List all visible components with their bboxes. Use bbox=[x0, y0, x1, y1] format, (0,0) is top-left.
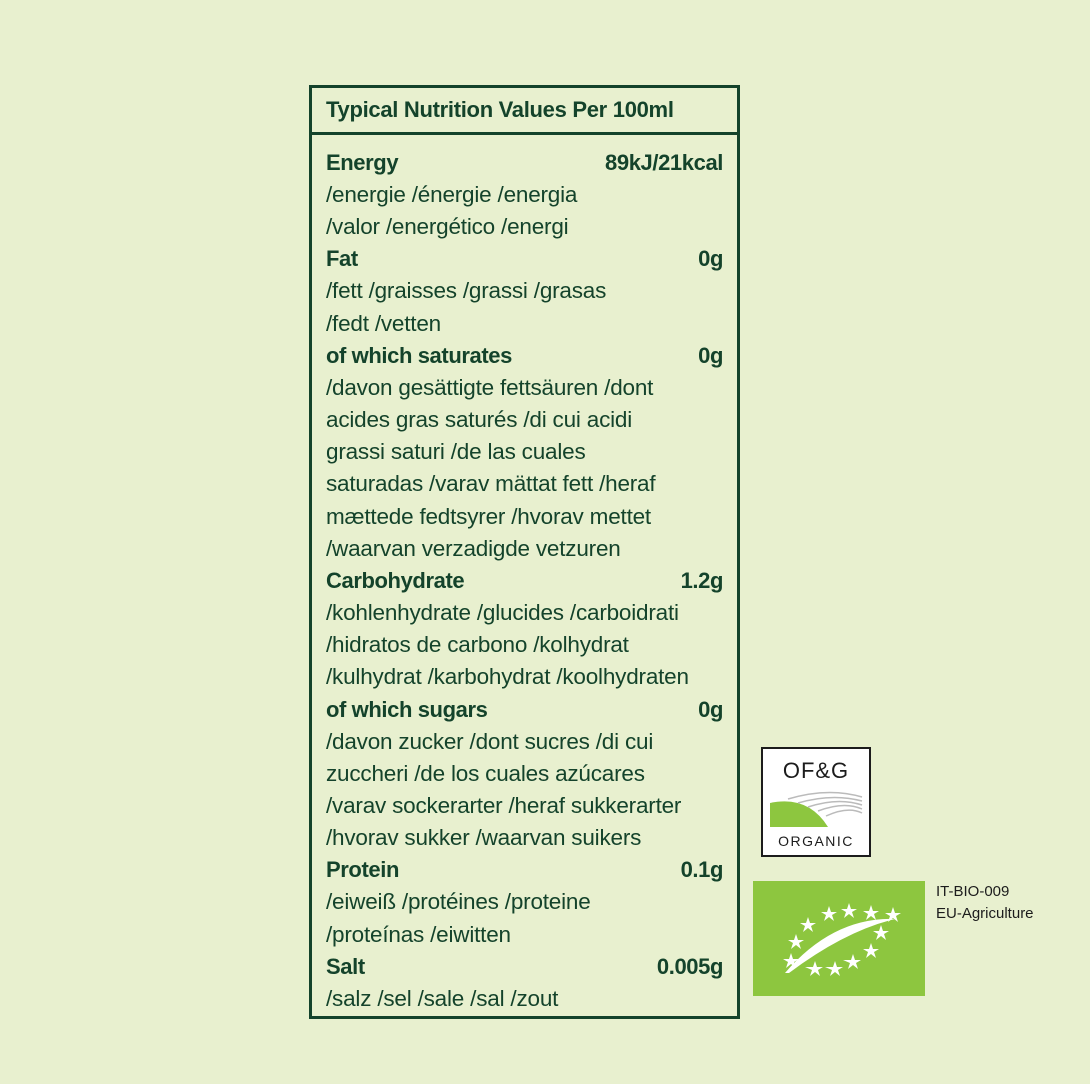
ofg-organic-logo bbox=[761, 747, 871, 857]
eu-leaf-stars-icon bbox=[753, 881, 925, 996]
ofg-field-icon bbox=[768, 789, 864, 829]
nutrient-value: 89kJ/21kcal bbox=[605, 150, 723, 175]
nutrient-translations: /davon gesättigte fettsäuren /dont acides gras saturés /di cui acidi grassi saturi /de las cuales saturadas /varav mättat fett /heraf mættede fedtsyrer /hvorav mettet /waarvan verzadigde vetzuren bbox=[326, 374, 656, 561]
nutrient-translations: /eiweiß /protéines /proteine /proteínas /eiwitten bbox=[326, 889, 591, 947]
nutrient-name: Protein bbox=[326, 857, 399, 883]
nutrient-translations: /salz /sel /sale /sal /zout bbox=[326, 985, 559, 1011]
nutrient-value: 0g bbox=[698, 342, 723, 368]
nutrient-value: 0.1g bbox=[680, 857, 723, 883]
nutrition-row-salt bbox=[326, 951, 723, 1015]
nutrition-row-carbohydrate bbox=[326, 565, 723, 694]
ofg-logo-top-text: OF&G bbox=[782, 758, 850, 783]
nutrient-value: 1.2g bbox=[680, 568, 723, 594]
nutrient-name: of which saturates bbox=[326, 342, 512, 368]
nutrient-value: 0g bbox=[698, 696, 723, 722]
eu-certification-code: IT-BIO-009 EU-Agriculture bbox=[936, 883, 1034, 922]
nutrient-name: Salt bbox=[326, 953, 365, 979]
eu-organic-leaf-logo bbox=[753, 881, 925, 996]
nutrition-row-protein bbox=[326, 854, 723, 950]
nutrition-row-fat bbox=[326, 243, 723, 339]
nutrient-name: of which sugars bbox=[326, 696, 488, 722]
nutrient-value: 0g bbox=[698, 246, 723, 272]
nutrient-translations: /fett /graisses /grassi /grasas /fedt /vetten bbox=[326, 278, 607, 336]
ofg-logo-bottom-text: ORGANIC bbox=[778, 833, 854, 849]
nutrient-translations: /kohlenhydrate /glucides /carboidrati /hidratos de carbono /kolhydrat /kulhydrat /karbohydrat /koolhydraten bbox=[326, 600, 689, 690]
nutrient-name: Energy bbox=[326, 150, 399, 175]
nutrient-name: Fat bbox=[326, 246, 358, 272]
nutrition-row-saturates bbox=[326, 340, 723, 565]
nutrient-translations: /davon zucker /dont sucres /di cui zuccheri /de los cuales azúcares /varav sockerarter /heraf sukkerarter /hvorav sukker /waarvan suikers bbox=[326, 728, 682, 851]
nutrition-panel bbox=[309, 85, 740, 1019]
nutrition-row-energy bbox=[326, 147, 723, 243]
nutrient-translations: /energie /énergie /energia /valor /energético /energi bbox=[326, 182, 578, 240]
nutrition-rows bbox=[312, 135, 737, 1015]
nutrition-row-sugars bbox=[326, 694, 723, 855]
nutrient-name: Carbohydrate bbox=[326, 568, 465, 594]
panel-title: Typical Nutrition Values Per 100ml bbox=[312, 88, 737, 135]
nutrient-value: 0.005g bbox=[656, 953, 723, 979]
